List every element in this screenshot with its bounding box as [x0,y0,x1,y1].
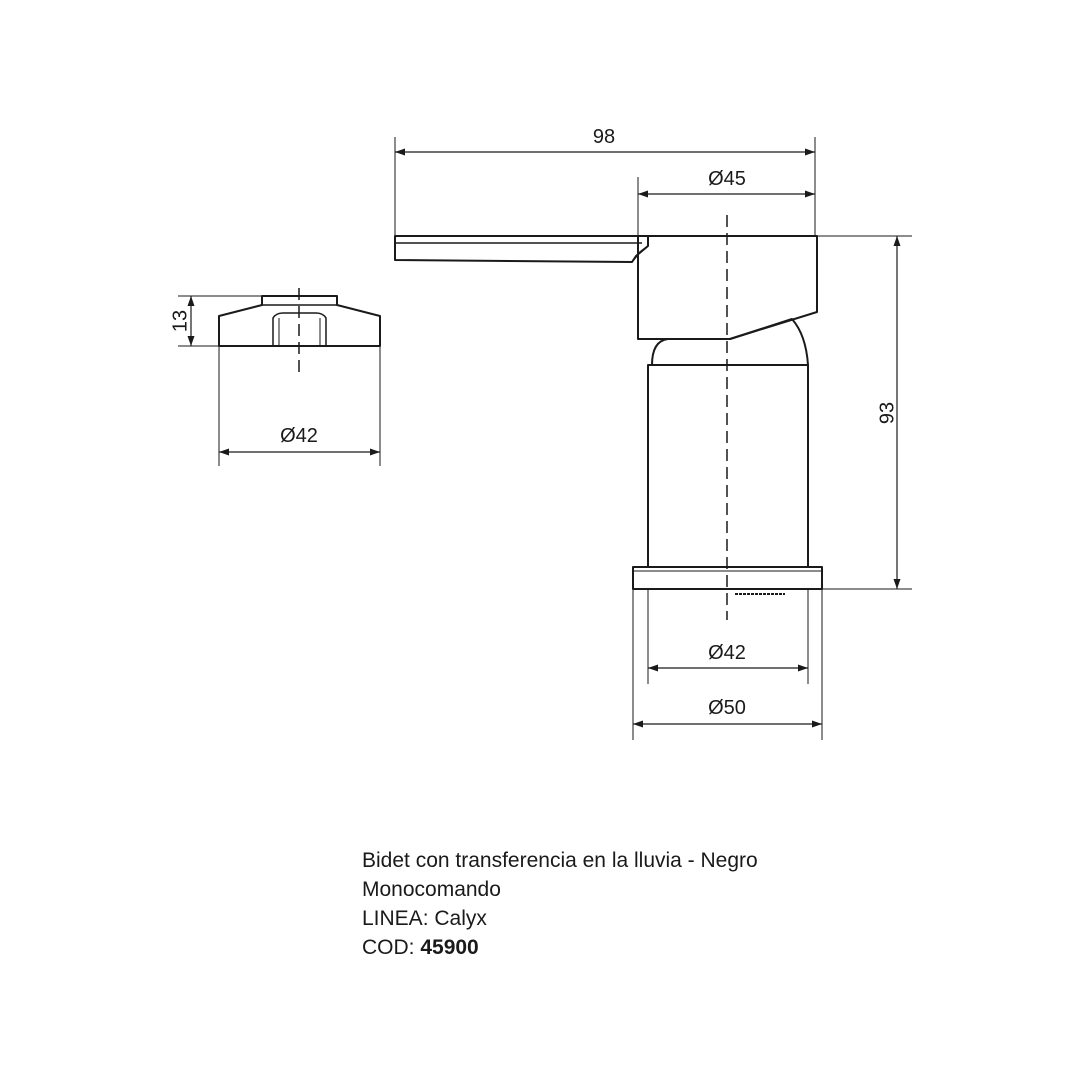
faucet-body [648,365,808,567]
faucet-neck [652,319,808,365]
product-code-row [362,933,758,962]
product-type: Monocomando [362,878,501,901]
dim-escutcheon-height: 13 [169,309,192,333]
product-code-label: COD: [362,936,421,959]
dim-height: 93 [876,401,899,425]
lever-handle [395,236,648,262]
product-line: LINEA: Calyx [362,907,487,930]
lever-joint [632,246,648,262]
product-title: Bidet con transferencia en la lluvia - Negro [362,849,758,872]
product-caption [362,846,758,962]
dim-total-width: 98 [592,126,616,148]
dim-base-inner-diameter: Ø42 [708,642,746,664]
dim-escutcheon-diameter: Ø42 [280,425,318,447]
dim-base-outer-diameter: Ø50 [708,697,746,719]
product-code: 45900 [420,936,479,959]
escutcheon-cap [219,296,380,346]
dim-handle-diameter: Ø45 [708,168,746,190]
